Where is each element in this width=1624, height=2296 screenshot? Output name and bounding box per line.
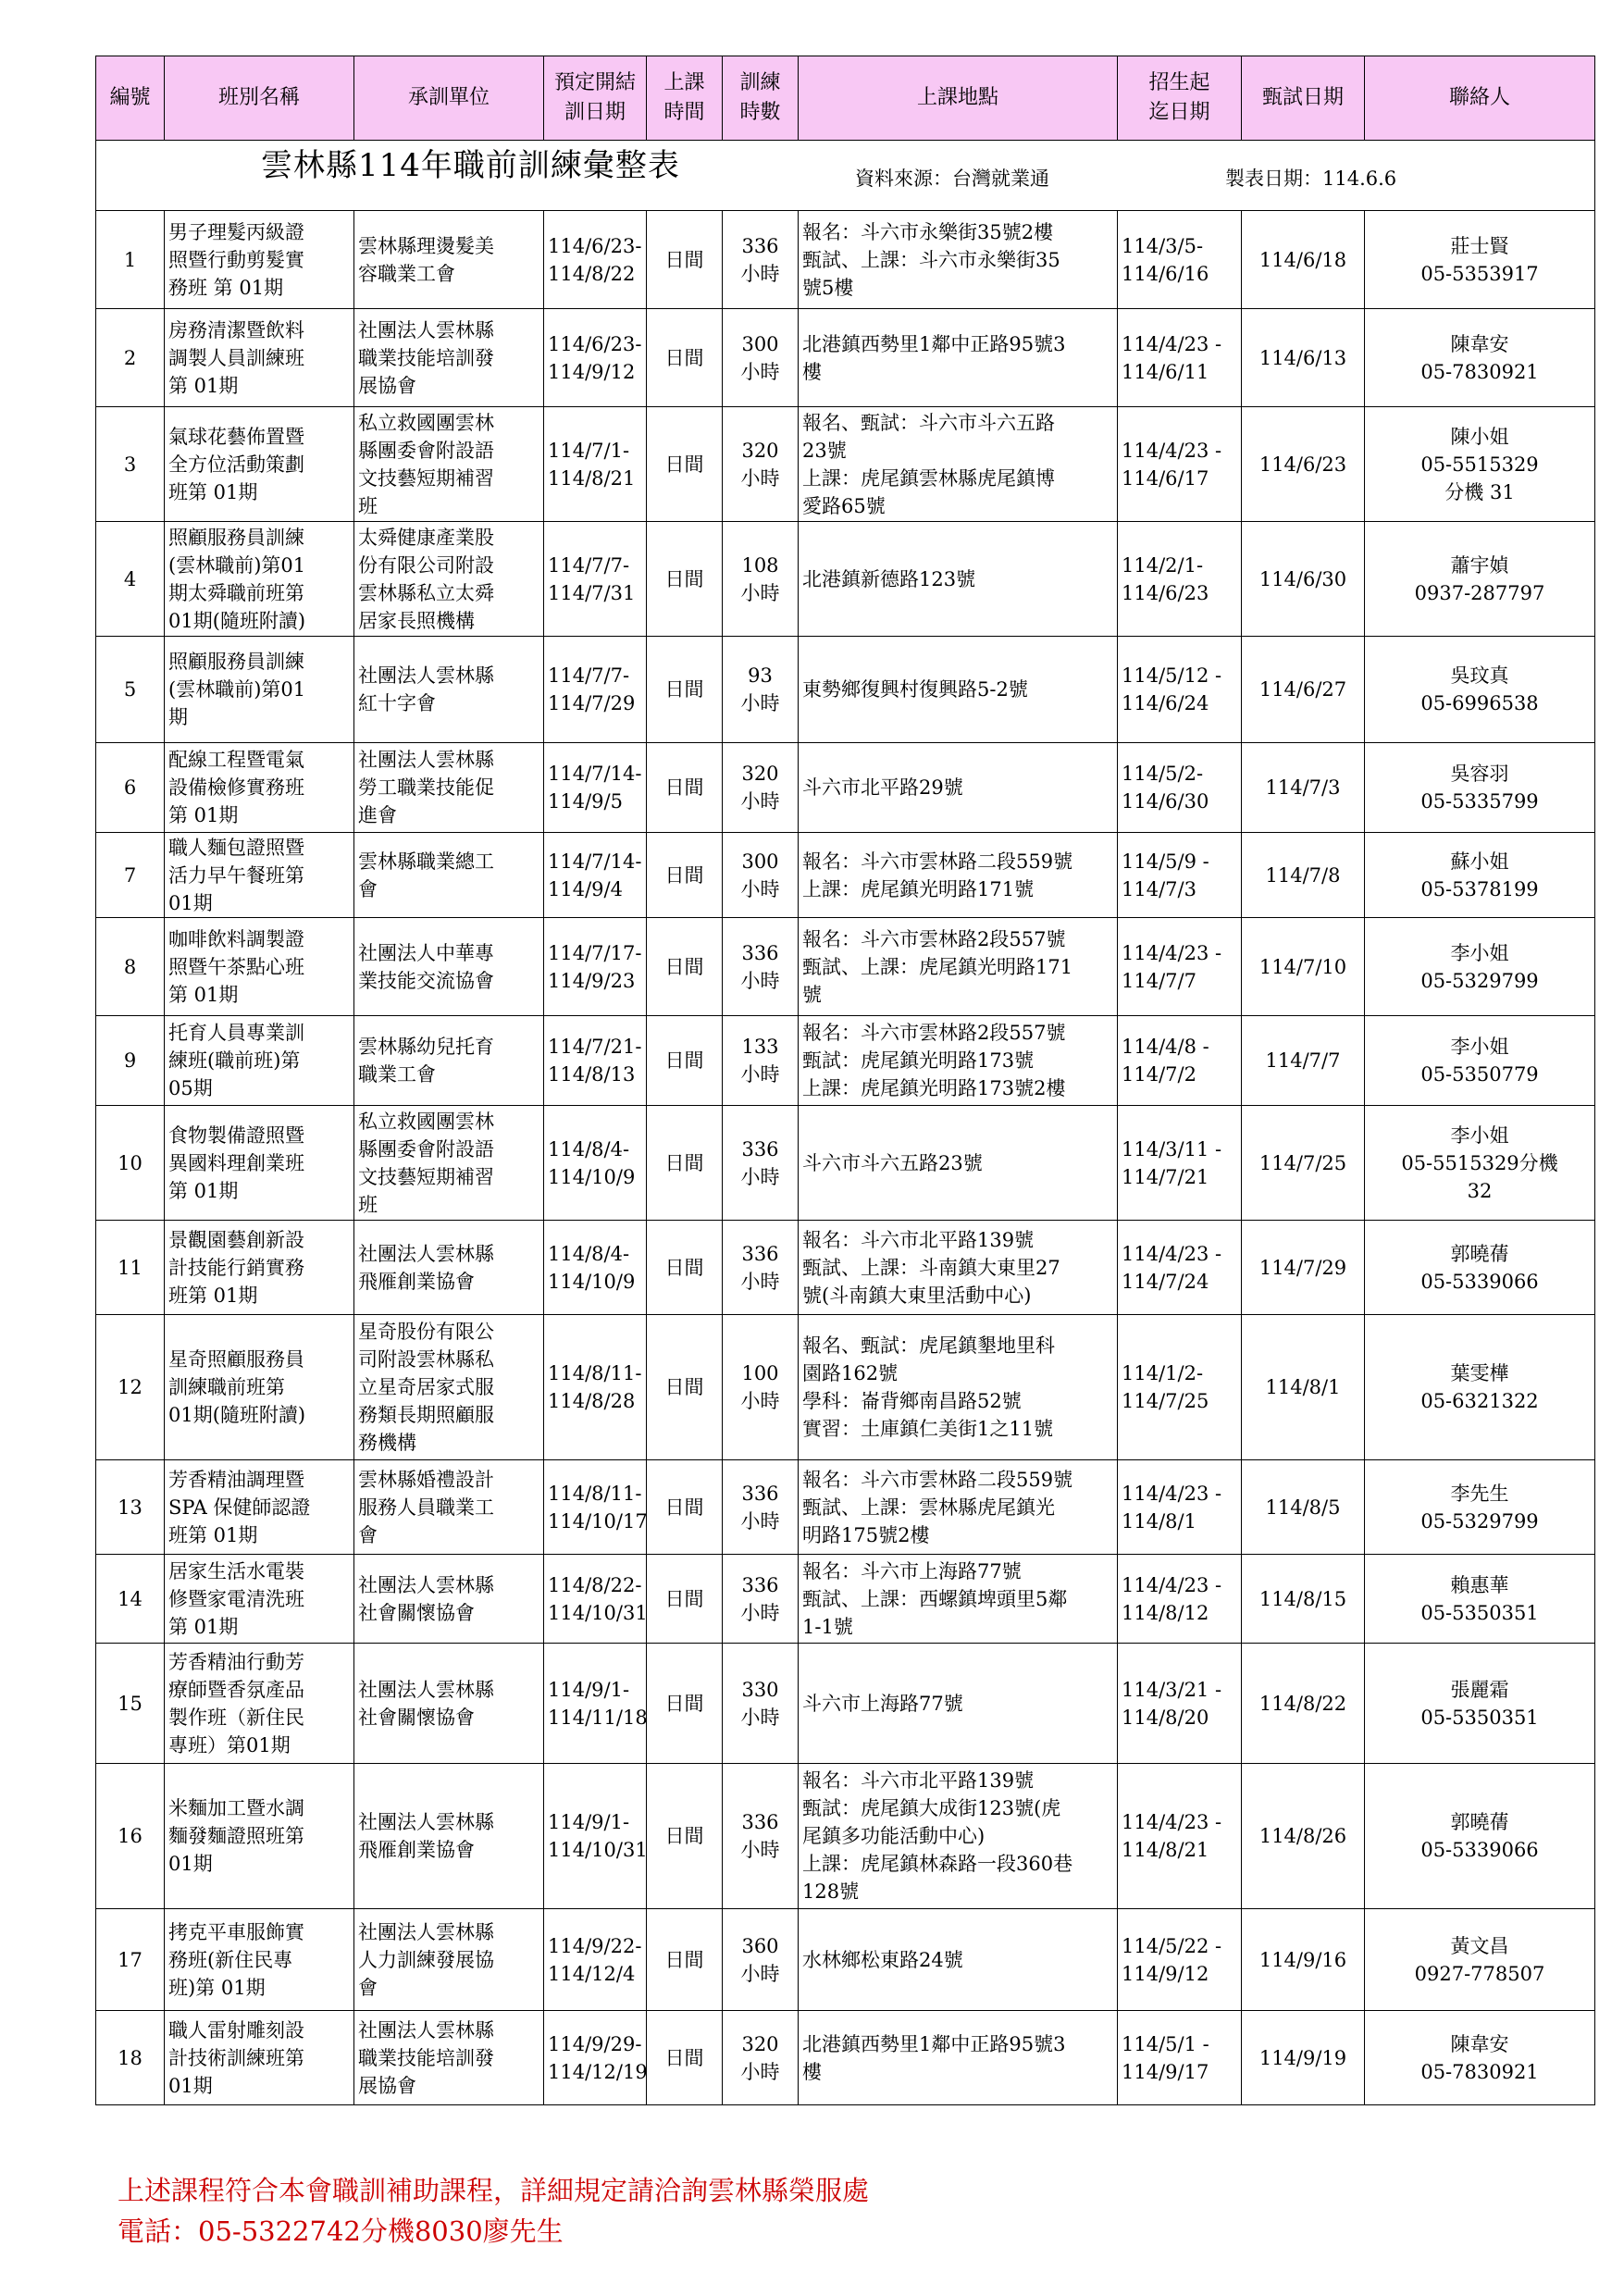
cell-exam: 114/6/18	[1242, 211, 1365, 309]
cell-time: 日間	[647, 2011, 723, 2105]
cell-no: 8	[96, 918, 165, 1016]
cell-org: 社團法人雲林縣 飛雁創業協會	[354, 1764, 544, 1909]
cell-hours: 336 小時	[723, 1460, 799, 1555]
data-source: 資料來源：台灣就業通	[855, 168, 1049, 190]
cell-exam: 114/8/15	[1242, 1555, 1365, 1644]
cell-org: 太舜健康產業股 份有限公司附設 雲林縣私立太舜 居家長照機構	[354, 522, 544, 637]
cell-contact: 陳韋安 05-7830921	[1365, 309, 1595, 407]
cell-course: 拷克平車服飾實 務班(新住民專 班)第 01期	[165, 1909, 354, 2011]
cell-location: 報名、甄試：斗六市斗六五路 23號 上課：虎尾鎮雲林縣虎尾鎮博 愛路65號	[799, 407, 1118, 522]
table-row	[96, 1016, 1595, 1106]
cell-hours: 336 小時	[723, 1106, 799, 1221]
cell-contact: 陳韋安 05-7830921	[1365, 2011, 1595, 2105]
table-row	[96, 2011, 1595, 2105]
cell-enroll: 114/4/23 - 114/7/7	[1118, 918, 1242, 1016]
cell-no: 5	[96, 637, 165, 743]
cell-course: 房務清潔暨飲料 調製人員訓練班 第 01期	[165, 309, 354, 407]
header-hours: 訓練 時數	[723, 56, 799, 141]
cell-dates: 114/7/21- 114/8/13	[544, 1016, 647, 1106]
cell-no: 10	[96, 1106, 165, 1221]
cell-location: 報名：斗六市北平路139號 甄試：虎尾鎮大成街123號(虎 尾鎮多功能活動中心) 上課：虎尾鎮林森路一段360巷 128號	[799, 1764, 1118, 1909]
cell-no: 12	[96, 1315, 165, 1460]
table-row	[96, 1221, 1595, 1315]
cell-dates: 114/7/14- 114/9/4	[544, 833, 647, 918]
header-exam: 甄試日期	[1242, 56, 1365, 141]
cell-dates: 114/7/1- 114/8/21	[544, 407, 647, 522]
cell-org: 社團法人雲林縣 人力訓練發展協 會	[354, 1909, 544, 2011]
cell-time: 日間	[647, 1016, 723, 1106]
cell-exam: 114/9/16	[1242, 1909, 1365, 2011]
cell-dates: 114/9/29- 114/12/19	[544, 2011, 647, 2105]
cell-time: 日間	[647, 1221, 723, 1315]
cell-no: 18	[96, 2011, 165, 2105]
cell-exam: 114/7/10	[1242, 918, 1365, 1016]
cell-contact: 郭曉蒨 05-5339066	[1365, 1764, 1595, 1909]
cell-enroll: 114/4/23 - 114/8/12	[1118, 1555, 1242, 1644]
table-body	[96, 211, 1595, 2105]
header-contact: 聯絡人	[1365, 56, 1595, 141]
cell-org: 雲林縣理燙髮美 容職業工會	[354, 211, 544, 309]
header-no: 編號	[96, 56, 165, 141]
cell-location: 報名：斗六市雲林路2段557號 甄試：虎尾鎮光明路173號 上課：虎尾鎮光明路173號2樓	[799, 1016, 1118, 1106]
cell-enroll: 114/4/23 - 114/6/17	[1118, 407, 1242, 522]
cell-org: 社團法人中華專 業技能交流協會	[354, 918, 544, 1016]
cell-time: 日間	[647, 407, 723, 522]
cell-enroll: 114/4/23 - 114/8/1	[1118, 1460, 1242, 1555]
cell-org: 社團法人雲林縣 紅十字會	[354, 637, 544, 743]
cell-exam: 114/7/3	[1242, 743, 1365, 833]
cell-dates: 114/9/22- 114/12/4	[544, 1909, 647, 2011]
cell-hours: 336 小時	[723, 211, 799, 309]
cell-course: 咖啡飲料調製證 照暨午茶點心班 第 01期	[165, 918, 354, 1016]
cell-no: 14	[96, 1555, 165, 1644]
cell-dates: 114/8/22- 114/10/31	[544, 1555, 647, 1644]
cell-contact: 黃文昌 0927-778507	[1365, 1909, 1595, 2011]
cell-enroll: 114/4/8 - 114/7/2	[1118, 1016, 1242, 1106]
cell-dates: 114/8/4- 114/10/9	[544, 1106, 647, 1221]
cell-dates: 114/9/1- 114/11/18	[544, 1644, 647, 1764]
header-org: 承訓單位	[354, 56, 544, 141]
cell-enroll: 114/5/22 - 114/9/12	[1118, 1909, 1242, 2011]
cell-hours: 300 小時	[723, 833, 799, 918]
cell-time: 日間	[647, 211, 723, 309]
cell-dates: 114/7/7- 114/7/29	[544, 637, 647, 743]
cell-location: 北港鎮西勢里1鄰中正路95號3 樓	[799, 309, 1118, 407]
cell-course: 芳香精油行動芳 療師暨香氛產品 製作班（新住民 專班）第01期	[165, 1644, 354, 1764]
cell-enroll: 114/5/2- 114/6/30	[1118, 743, 1242, 833]
cell-contact: 吳容羽 05-5335799	[1365, 743, 1595, 833]
cell-time: 日間	[647, 637, 723, 743]
cell-time: 日間	[647, 918, 723, 1016]
cell-no: 7	[96, 833, 165, 918]
table-row	[96, 833, 1595, 918]
cell-location: 報名：斗六市雲林路2段557號 甄試、上課：虎尾鎮光明路171 號	[799, 918, 1118, 1016]
table-row	[96, 522, 1595, 637]
cell-no: 15	[96, 1644, 165, 1764]
cell-time: 日間	[647, 1644, 723, 1764]
cell-enroll: 114/3/11 - 114/7/21	[1118, 1106, 1242, 1221]
cell-enroll: 114/4/23 - 114/6/11	[1118, 309, 1242, 407]
table-row	[96, 1909, 1595, 2011]
cell-time: 日間	[647, 1764, 723, 1909]
cell-no: 3	[96, 407, 165, 522]
cell-hours: 360 小時	[723, 1909, 799, 2011]
cell-course: 照顧服務員訓練 (雲林職前)第01 期	[165, 637, 354, 743]
cell-location: 斗六市北平路29號	[799, 743, 1118, 833]
cell-no: 9	[96, 1016, 165, 1106]
table-row	[96, 1106, 1595, 1221]
cell-no: 6	[96, 743, 165, 833]
cell-enroll: 114/4/23 - 114/8/21	[1118, 1764, 1242, 1909]
table-row	[96, 1460, 1595, 1555]
cell-hours: 336 小時	[723, 918, 799, 1016]
cell-contact: 賴惠華 05-5350351	[1365, 1555, 1595, 1644]
header-dates: 預定開結 訓日期	[544, 56, 647, 141]
cell-contact: 李先生 05-5329799	[1365, 1460, 1595, 1555]
cell-org: 社團法人雲林縣 職業技能培訓發 展協會	[354, 309, 544, 407]
cell-dates: 114/7/17- 114/9/23	[544, 918, 647, 1016]
cell-course: 職人麵包證照暨 活力早午餐班第 01期	[165, 833, 354, 918]
cell-contact: 陳小姐 05-5515329 分機 31	[1365, 407, 1595, 522]
training-table	[95, 56, 1595, 2105]
cell-contact: 蕭宇媜 0937-287797	[1365, 522, 1595, 637]
cell-exam: 114/7/25	[1242, 1106, 1365, 1221]
cell-enroll: 114/3/21 - 114/8/20	[1118, 1644, 1242, 1764]
cell-dates: 114/8/4- 114/10/9	[544, 1221, 647, 1315]
header-course: 班別名稱	[165, 56, 354, 141]
cell-enroll: 114/1/2- 114/7/25	[1118, 1315, 1242, 1460]
made-date: 製表日期：114.6.6	[1225, 168, 1397, 190]
cell-exam: 114/6/23	[1242, 407, 1365, 522]
table-row	[96, 1315, 1595, 1460]
footer-line-2: 電話：05-5322742分機8030廖先生	[118, 2215, 564, 2247]
training-table-sheet	[95, 56, 1594, 2105]
cell-location: 北港鎮新德路123號	[799, 522, 1118, 637]
cell-hours: 108 小時	[723, 522, 799, 637]
cell-contact: 張麗霜 05-5350351	[1365, 1644, 1595, 1764]
cell-exam: 114/7/8	[1242, 833, 1365, 918]
cell-dates: 114/7/14- 114/9/5	[544, 743, 647, 833]
cell-enroll: 114/2/1- 114/6/23	[1118, 522, 1242, 637]
cell-location: 報名：斗六市上海路77號 甄試、上課：西螺鎮埤頭里5鄰 1-1號	[799, 1555, 1118, 1644]
cell-no: 11	[96, 1221, 165, 1315]
header-enroll: 招生起 迄日期	[1118, 56, 1242, 141]
cell-exam: 114/9/19	[1242, 2011, 1365, 2105]
cell-enroll: 114/4/23 - 114/7/24	[1118, 1221, 1242, 1315]
table-row	[96, 407, 1595, 522]
cell-time: 日間	[647, 1315, 723, 1460]
cell-location: 報名：斗六市永樂街35號2樓 甄試、上課：斗六市永樂街35 號5樓	[799, 211, 1118, 309]
cell-exam: 114/6/27	[1242, 637, 1365, 743]
cell-hours: 93 小時	[723, 637, 799, 743]
cell-time: 日間	[647, 1555, 723, 1644]
cell-org: 社團法人雲林縣 社會關懷協會	[354, 1555, 544, 1644]
cell-course: 托育人員專業訓 練班(職前班)第 05期	[165, 1016, 354, 1106]
cell-location: 水林鄉松東路24號	[799, 1909, 1118, 2011]
header-row	[96, 56, 1595, 141]
cell-contact: 郭曉蒨 05-5339066	[1365, 1221, 1595, 1315]
cell-contact: 李小姐 05-5515329分機 32	[1365, 1106, 1595, 1221]
cell-org: 社團法人雲林縣 飛雁創業協會	[354, 1221, 544, 1315]
cell-location: 報名：斗六市雲林路二段559號 甄試、上課：雲林縣虎尾鎮光 明路175號2樓	[799, 1460, 1118, 1555]
cell-hours: 133 小時	[723, 1016, 799, 1106]
cell-time: 日間	[647, 1106, 723, 1221]
cell-location: 報名：斗六市北平路139號 甄試、上課：斗南鎮大東里27 號(斗南鎮大東里活動中心)	[799, 1221, 1118, 1315]
cell-no: 16	[96, 1764, 165, 1909]
cell-time: 日間	[647, 1909, 723, 2011]
cell-no: 17	[96, 1909, 165, 2011]
cell-org: 雲林縣幼兒托育 職業工會	[354, 1016, 544, 1106]
footer-note	[118, 2170, 869, 2252]
cell-contact: 李小姐 05-5329799	[1365, 918, 1595, 1016]
cell-org: 社團法人雲林縣 社會關懷協會	[354, 1644, 544, 1764]
cell-exam: 114/8/5	[1242, 1460, 1365, 1555]
cell-time: 日間	[647, 743, 723, 833]
cell-hours: 300 小時	[723, 309, 799, 407]
cell-time: 日間	[647, 833, 723, 918]
cell-time: 日間	[647, 1460, 723, 1555]
cell-hours: 330 小時	[723, 1644, 799, 1764]
cell-hours: 336 小時	[723, 1221, 799, 1315]
cell-no: 2	[96, 309, 165, 407]
cell-hours: 100 小時	[723, 1315, 799, 1460]
cell-enroll: 114/5/1 - 114/9/17	[1118, 2011, 1242, 2105]
cell-hours: 320 小時	[723, 407, 799, 522]
cell-location: 北港鎮西勢里1鄰中正路95號3 樓	[799, 2011, 1118, 2105]
cell-dates: 114/9/1- 114/10/31	[544, 1764, 647, 1909]
page-title: 雲林縣114年職前訓練彙整表	[261, 147, 680, 184]
cell-hours: 320 小時	[723, 2011, 799, 2105]
cell-enroll: 114/5/9 - 114/7/3	[1118, 833, 1242, 918]
cell-exam: 114/7/29	[1242, 1221, 1365, 1315]
header-time: 上課 時間	[647, 56, 723, 141]
cell-org: 社團法人雲林縣 勞工職業技能促 進會	[354, 743, 544, 833]
table-row	[96, 637, 1595, 743]
cell-contact: 李小姐 05-5350779	[1365, 1016, 1595, 1106]
cell-dates: 114/8/11- 114/8/28	[544, 1315, 647, 1460]
cell-contact: 葉雯樺 05-6321322	[1365, 1315, 1595, 1460]
cell-course: 氣球花藝佈置暨 全方位活動策劃 班第 01期	[165, 407, 354, 522]
table-row	[96, 211, 1595, 309]
cell-course: 男子理髮丙級證 照暨行動剪髮實 務班 第 01期	[165, 211, 354, 309]
cell-dates: 114/8/11- 114/10/17	[544, 1460, 647, 1555]
table-row	[96, 743, 1595, 833]
cell-enroll: 114/5/12 - 114/6/24	[1118, 637, 1242, 743]
cell-exam: 114/8/1	[1242, 1315, 1365, 1460]
cell-course: 景觀園藝創新設 計技能行銷實務 班第 01期	[165, 1221, 354, 1315]
cell-contact: 蘇小姐 05-5378199	[1365, 833, 1595, 918]
cell-org: 雲林縣職業總工 會	[354, 833, 544, 918]
cell-enroll: 114/3/5- 114/6/16	[1118, 211, 1242, 309]
cell-course: 米麵加工暨水調 麵發麵證照班第 01期	[165, 1764, 354, 1909]
cell-location: 東勢鄉復興村復興路5-2號	[799, 637, 1118, 743]
cell-dates: 114/7/7- 114/7/31	[544, 522, 647, 637]
cell-location: 斗六市上海路77號	[799, 1644, 1118, 1764]
cell-hours: 336 小時	[723, 1555, 799, 1644]
cell-org: 私立救國團雲林 縣團委會附設語 文技藝短期補習 班	[354, 407, 544, 522]
cell-org: 社團法人雲林縣 職業技能培訓發 展協會	[354, 2011, 544, 2105]
cell-course: 食物製備證照暨 異國料理創業班 第 01期	[165, 1106, 354, 1221]
cell-course: 照顧服務員訓練 (雲林職前)第01 期太舜職前班第 01期(隨班附讀)	[165, 522, 354, 637]
cell-time: 日間	[647, 309, 723, 407]
cell-course: 配線工程暨電氣 設備檢修實務班 第 01期	[165, 743, 354, 833]
table-row	[96, 918, 1595, 1016]
cell-location: 報名：斗六市雲林路二段559號 上課：虎尾鎮光明路171號	[799, 833, 1118, 918]
cell-course: 芳香精油調理暨 SPA 保健師認證 班第 01期	[165, 1460, 354, 1555]
cell-org: 雲林縣婚禮設計 服務人員職業工 會	[354, 1460, 544, 1555]
cell-hours: 320 小時	[723, 743, 799, 833]
cell-course: 居家生活水電裝 修暨家電清洗班 第 01期	[165, 1555, 354, 1644]
cell-exam: 114/8/26	[1242, 1764, 1365, 1909]
cell-location: 斗六市斗六五路23號	[799, 1106, 1118, 1221]
table-row	[96, 1644, 1595, 1764]
cell-no: 4	[96, 522, 165, 637]
cell-dates: 114/6/23- 114/8/22	[544, 211, 647, 309]
header-location: 上課地點	[799, 56, 1118, 141]
cell-org: 星奇股份有限公 司附設雲林縣私 立星奇居家式服 務類長期照顧服 務機構	[354, 1315, 544, 1460]
cell-course: 星奇照顧服務員 訓練職前班第 01期(隨班附讀)	[165, 1315, 354, 1460]
cell-exam: 114/8/22	[1242, 1644, 1365, 1764]
footer-line-1: 上述課程符合本會職訓補助課程，詳細規定請洽詢雲林縣榮服處	[118, 2175, 870, 2206]
cell-contact: 莊士賢 05-5353917	[1365, 211, 1595, 309]
cell-location: 報名、甄試：虎尾鎮墾地里科 園路162號 學科：崙背鄉南昌路52號 實習：土庫鎮仁美街1之11號	[799, 1315, 1118, 1460]
cell-exam: 114/6/13	[1242, 309, 1365, 407]
cell-exam: 114/6/30	[1242, 522, 1365, 637]
table-row	[96, 309, 1595, 407]
table-row	[96, 1555, 1595, 1644]
cell-exam: 114/7/7	[1242, 1016, 1365, 1106]
cell-no: 1	[96, 211, 165, 309]
cell-time: 日間	[647, 522, 723, 637]
cell-contact: 吳玟真 05-6996538	[1365, 637, 1595, 743]
cell-course: 職人雷射雕刻設 計技術訓練班第 01期	[165, 2011, 354, 2105]
title-row	[96, 141, 1595, 211]
cell-no: 13	[96, 1460, 165, 1555]
cell-hours: 336 小時	[723, 1764, 799, 1909]
cell-dates: 114/6/23- 114/9/12	[544, 309, 647, 407]
table-row	[96, 1764, 1595, 1909]
cell-org: 私立救國團雲林 縣團委會附設語 文技藝短期補習 班	[354, 1106, 544, 1221]
